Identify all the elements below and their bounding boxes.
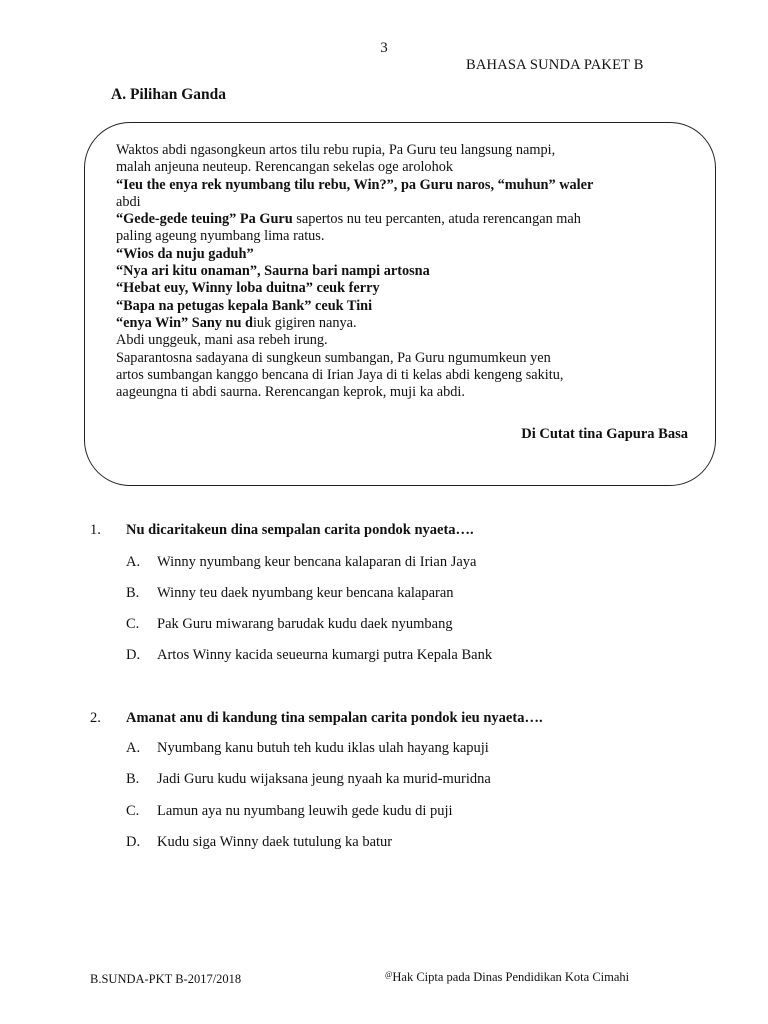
q2-option-a-letter: A. — [126, 740, 141, 756]
passage-line-part: “Gede-gede teuing” Pa Guru — [116, 211, 293, 228]
passage-line — [116, 367, 696, 384]
q1-option-a-text: Winny nyumbang keur bencana kalaparan di Irian Jaya — [157, 554, 477, 570]
passage-line-part: aageungna ti abdi saurna. Rerencangan keprok, muji ka abdi. — [116, 384, 465, 401]
section-title: A. Pilihan Ganda — [111, 86, 226, 103]
q1-option-d-letter: D. — [126, 647, 141, 663]
passage-text — [116, 142, 696, 401]
q2-option-a-text: Nyumbang kanu butuh teh kudu iklas ulah hayang kapuji — [157, 740, 489, 756]
question-1-number: 1. — [90, 522, 101, 538]
passage-line-part: “Ieu the enya rek nyumbang tilu rebu, Win?”, pa Guru naros, “muhun” waler — [116, 176, 594, 193]
passage-line-part: sapertos nu teu percanten, atuda rerencangan mah — [292, 211, 581, 228]
passage-line — [116, 159, 696, 176]
passage-citation: Di Cutat tina Gapura Basa — [521, 426, 688, 442]
passage-line — [116, 350, 696, 367]
q2-option-c-letter: C. — [126, 803, 140, 819]
passage-line-part: malah anjeuna neuteup. Rerencangan sekelas oge arolohok — [116, 159, 454, 176]
passage-line — [116, 142, 696, 159]
q2-option-b-letter: B. — [126, 771, 140, 787]
passage-line-part: abdi — [116, 193, 141, 210]
passage-line-part: Saparantosna sadayana di sungkeun sumbangan, Pa Guru ngumumkeun yen — [116, 349, 551, 366]
q2-option-d-text: Kudu siga Winny daek tutulung ka batur — [157, 834, 393, 850]
question-2-text: Amanat anu di kandung tina sempalan carita pondok ieu nyaeta…. — [126, 710, 543, 726]
passage-line-part: “Wios da nuju gaduh” — [116, 245, 254, 262]
q1-option-c-letter: C. — [126, 616, 140, 632]
q1-option-b-letter: B. — [126, 585, 140, 601]
footer-copyright — [385, 970, 629, 985]
footer-exam-code: B.SUNDA-PKT B-2017/2018 — [90, 972, 242, 986]
passage-line-part: iuk gigiren nanya. — [252, 314, 357, 331]
passage-line-part: paling ageung nyumbang lima ratus. — [116, 228, 325, 245]
header-subject: BAHASA SUNDA PAKET B — [466, 57, 644, 73]
page-number: 3 — [380, 40, 388, 56]
q2-option-d-letter: D. — [126, 834, 141, 850]
passage-line — [116, 246, 696, 263]
q1-option-b-text: Winny teu daek nyumbang keur bencana kalaparan — [157, 585, 454, 601]
passage-line — [116, 177, 696, 194]
passage-line-part: Abdi unggeuk, mani asa rebeh irung. — [116, 332, 328, 349]
passage-line-part: “Hebat euy, Winny loba duitna” ceuk ferry — [116, 280, 380, 297]
q2-option-b-text: Jadi Guru kudu wijaksana jeung nyaah ka murid-muridna — [157, 771, 491, 787]
q2-option-c-text: Lamun aya nu nyumbang leuwih gede kudu di puji — [157, 803, 453, 819]
passage-line — [116, 263, 696, 280]
passage-line — [116, 315, 696, 332]
copyright-symbol: @ — [385, 970, 393, 979]
question-1-text: Nu dicaritakeun dina sempalan carita pondok nyaeta…. — [126, 522, 474, 538]
passage-line-part: “Nya ari kitu onaman”, Saurna bari nampi artosna — [116, 263, 430, 280]
q1-option-a-letter: A. — [126, 554, 141, 570]
passage-line — [116, 211, 696, 228]
passage-line — [116, 384, 696, 401]
q1-option-d-text: Artos Winny kacida seueurna kumargi putra Kepala Bank — [157, 647, 493, 663]
passage-line — [116, 332, 696, 349]
passage-line-part: “enya Win” Sany nu d — [116, 314, 253, 331]
passage-line — [116, 228, 696, 245]
passage-line — [116, 298, 696, 315]
footer-copyright-text: Hak Cipta pada Dinas Pendidikan Kota Cimahi — [392, 970, 630, 984]
question-2-number: 2. — [90, 710, 101, 726]
passage-line-part: Waktos abdi ngasongkeun artos tilu rebu rupia, Pa Guru teu langsung nampi, — [116, 142, 556, 158]
q1-option-c-text: Pak Guru miwarang barudak kudu daek nyumbang — [157, 616, 453, 632]
passage-line-part: artos sumbangan kanggo bencana di Irian Jaya di ti kelas abdi kengeng sakitu, — [116, 366, 564, 383]
passage-line — [116, 194, 696, 211]
passage-line — [116, 280, 696, 297]
passage-line-part: “Bapa na petugas kepala Bank” ceuk Tini — [116, 297, 373, 314]
